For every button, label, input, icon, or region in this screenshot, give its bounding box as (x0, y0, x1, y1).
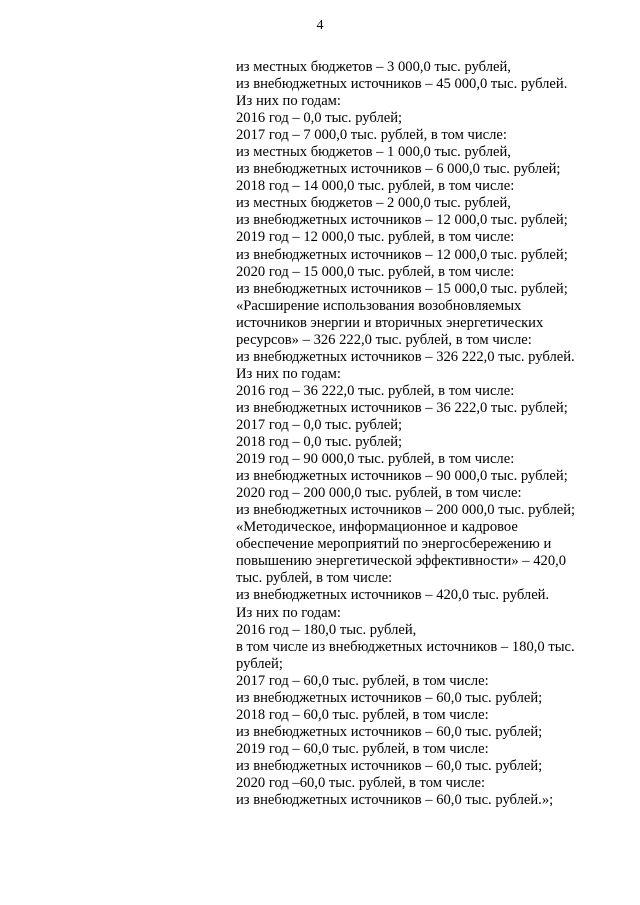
text-line: из местных бюджетов – 3 000,0 тыс. рублей, (236, 59, 511, 75)
text-line: 2017 год – 0,0 тыс. рублей; (236, 416, 403, 433)
text-line: 2020 год – 15 000,0 тыс. рублей, в том числе: (236, 263, 515, 280)
text-line: ресурсов» – 326 222,0 тыс. рублей, в том числе: (236, 331, 532, 348)
text-line: из внебюджетных источников – 45 000,0 тыс. рублей. (236, 76, 568, 93)
text-line: в том числе из внебюджетных источников – 180,0 тыс. (236, 638, 575, 655)
text-line: 2017 год – 7 000,0 тыс. рублей, в том числе: (236, 127, 507, 144)
text-line: Из них по годам: (236, 365, 341, 382)
text-line: Из них по годам: (236, 604, 341, 621)
text-line: 2018 год – 14 000,0 тыс. рублей, в том числе: (236, 178, 515, 195)
text-line: 2019 год – 60,0 тыс. рублей, в том числе: (236, 740, 489, 757)
text-line: из внебюджетных источников – 12 000,0 тыс. рублей; (236, 246, 568, 263)
text-line: из внебюджетных источников – 60,0 тыс. рублей; (236, 689, 543, 706)
text-line: из внебюджетных источников – 420,0 тыс. рублей. (236, 587, 550, 604)
text-line: из внебюджетных источников – 90 000,0 тыс. рублей; (236, 468, 568, 485)
text-line: 2017 год – 60,0 тыс. рублей, в том числе: (236, 672, 489, 689)
text-line: из внебюджетных источников – 6 000,0 тыс. рублей; (236, 161, 561, 178)
text-line: тыс. рублей, в том числе: (236, 570, 393, 587)
text-line: Из них по годам: (236, 93, 341, 110)
text-line: из внебюджетных источников – 12 000,0 тыс. рублей; (236, 212, 568, 229)
text-line: 2016 год – 36 222,0 тыс. рублей, в том числе: (236, 382, 515, 399)
text-line: 2019 год – 12 000,0 тыс. рублей, в том числе: (236, 229, 515, 246)
text-line: повышению энергетической эффективности» – 420,0 (236, 553, 567, 570)
text-line: рублей; (236, 655, 283, 672)
text-line: из местных бюджетов – 2 000,0 тыс. рублей, (236, 195, 511, 212)
text-line: 2020 год –60,0 тыс. рублей, в том числе: (236, 774, 486, 791)
text-line: из внебюджетных источников – 60,0 тыс. рублей; (236, 723, 543, 740)
text-line: из внебюджетных источников – 60,0 тыс. рублей; (236, 757, 543, 774)
page-number: 4 (316, 18, 324, 33)
text-line: 2019 год – 90 000,0 тыс. рублей, в том числе: (236, 451, 515, 468)
document-body (236, 59, 606, 809)
text-line: из внебюджетных источников – 200 000,0 тыс. рублей; (236, 502, 576, 519)
text-line: из внебюджетных источников – 326 222,0 тыс. рублей. (236, 348, 575, 365)
text-line: 2018 год – 60,0 тыс. рублей, в том числе: (236, 706, 489, 723)
text-line: «Методическое, информационное и кадровое (236, 519, 518, 536)
text-line: из внебюджетных источников – 15 000,0 тыс. рублей; (236, 280, 568, 297)
text-line: из местных бюджетов – 1 000,0 тыс. рублей, (236, 144, 511, 161)
text-line: источников энергии и вторичных энергетических (236, 314, 544, 331)
text-line: из внебюджетных источников – 60,0 тыс. рублей.»; (236, 792, 554, 809)
text-line: обеспечение мероприятий по энергосбережению и (236, 536, 552, 553)
text-line: 2016 год – 0,0 тыс. рублей; (236, 110, 403, 127)
text-line: из внебюджетных источников – 36 222,0 тыс. рублей; (236, 399, 568, 416)
text-line: 2018 год – 0,0 тыс. рублей; (236, 434, 403, 451)
text-line: «Расширение использования возобновляемых (236, 297, 522, 314)
text-line: 2016 год – 180,0 тыс. рублей, (236, 621, 417, 638)
text-line: 2020 год – 200 000,0 тыс. рублей, в том числе: (236, 485, 522, 502)
